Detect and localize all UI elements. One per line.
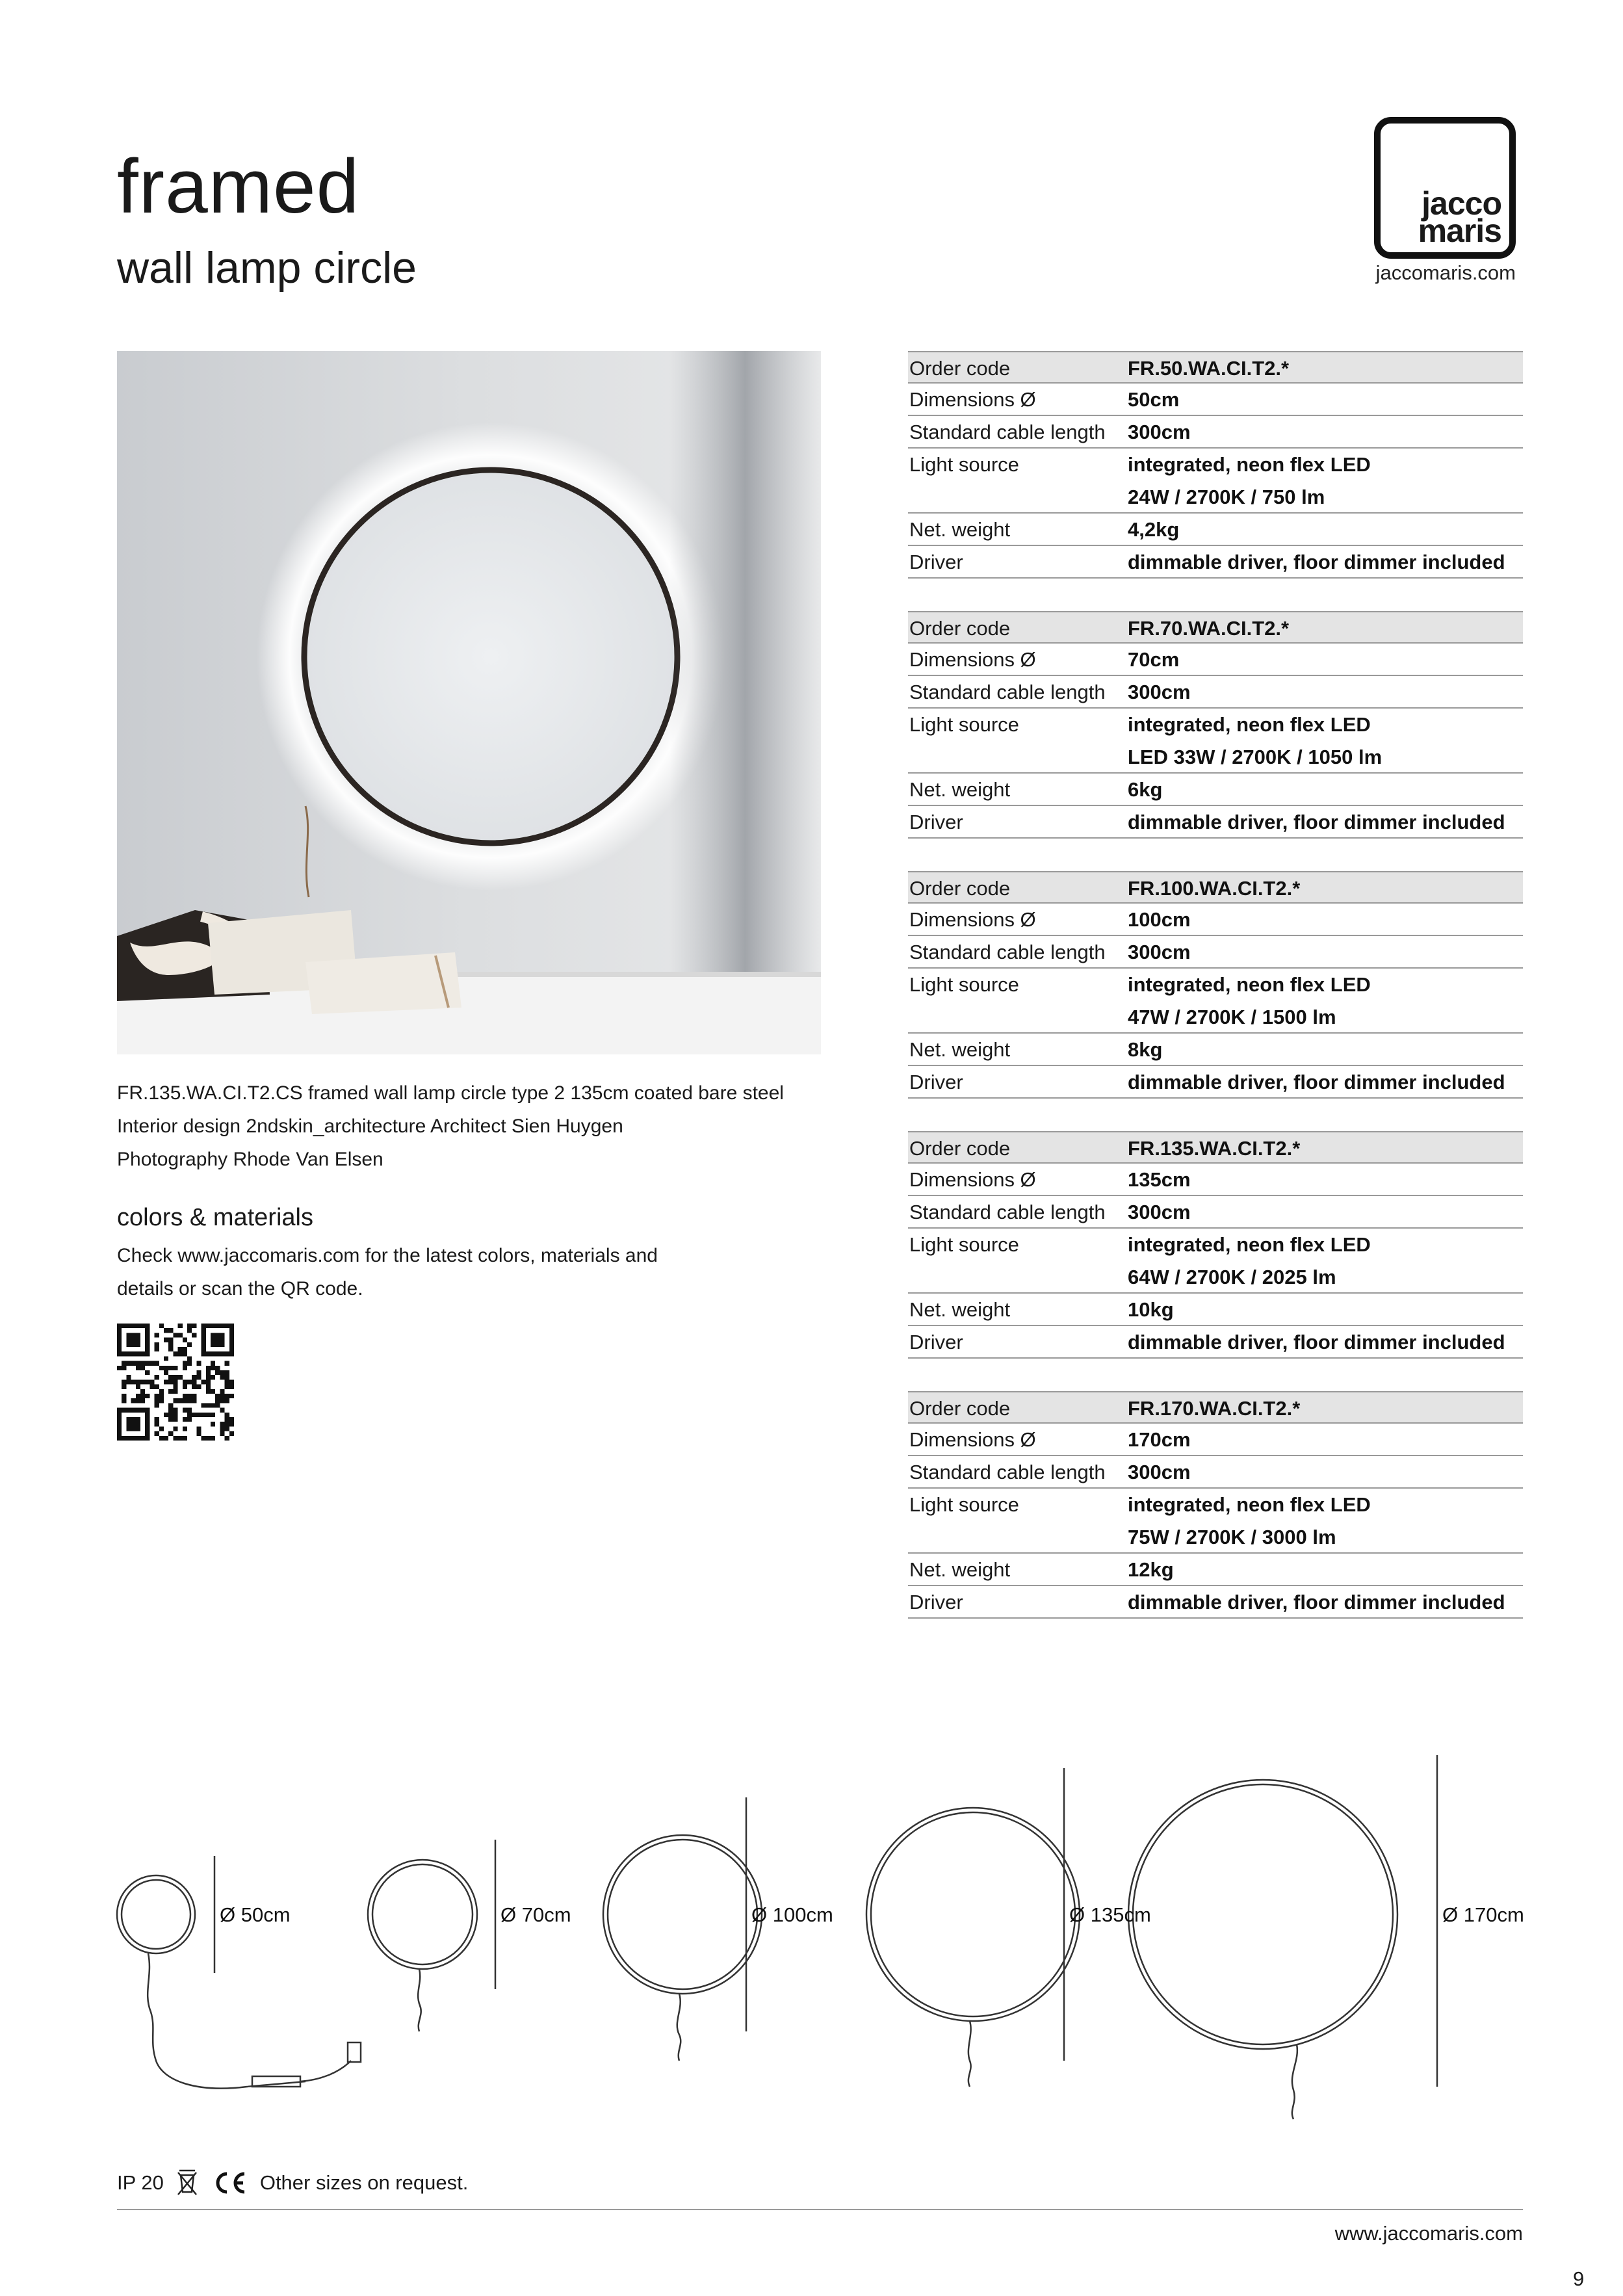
- spec-label: Light source: [909, 713, 1019, 736]
- spec-label: Standard cable length: [909, 421, 1106, 443]
- spec-row-driver: [908, 1586, 1523, 1619]
- spec-label: Dimensions Ø: [909, 1428, 1036, 1451]
- photo-caption: [117, 1076, 784, 1176]
- colors-materials-line-2: details or scan the QR code.: [117, 1278, 363, 1299]
- spec-value: 24W / 2700K / 750 lm: [1128, 486, 1325, 508]
- spec-row-light-source: [908, 449, 1523, 481]
- spec-value: integrated, neon flex LED: [1128, 1233, 1371, 1256]
- spec-label: Order code: [909, 1397, 1011, 1420]
- spec-value: FR.170.WA.CI.T2.*: [1128, 1397, 1301, 1420]
- spec-value: 10kg: [1128, 1298, 1174, 1321]
- spec-value: 12kg: [1128, 1558, 1174, 1581]
- spec-value: 135cm: [1128, 1168, 1191, 1191]
- spec-value: 47W / 2700K / 1500 lm: [1128, 1006, 1336, 1028]
- spec-row-cable: [908, 1196, 1523, 1229]
- spec-label: Standard cable length: [909, 681, 1106, 703]
- spec-label: Light source: [909, 973, 1019, 996]
- spec-label: [908, 1001, 1128, 1032]
- certification-bar: [117, 2169, 468, 2197]
- spec-row-net-weight: [908, 1034, 1523, 1066]
- spec-value: FR.100.WA.CI.T2.*: [1128, 877, 1301, 900]
- spec-value: FR.70.WA.CI.T2.*: [1128, 617, 1290, 640]
- logo-line-1: jacco: [1422, 185, 1501, 222]
- spec-label: Net. weight: [909, 778, 1011, 801]
- spec-row-net-weight: [908, 774, 1523, 806]
- spec-label: Standard cable length: [909, 1201, 1106, 1223]
- spec-row-light-detail: [908, 1261, 1523, 1294]
- spec-row-cable: [908, 936, 1523, 969]
- spec-label: [908, 1261, 1128, 1292]
- spec-row-dimensions: [908, 644, 1523, 676]
- spec-row-light-detail: [908, 1521, 1523, 1554]
- footer-website[interactable]: www.jaccomaris.com: [1334, 2222, 1523, 2245]
- size-label-50: Ø 50cm: [220, 1903, 291, 1926]
- spec-table-50: [908, 351, 1523, 579]
- spec-row-driver: [908, 806, 1523, 839]
- spec-label: Net. weight: [909, 518, 1011, 541]
- spec-value: 300cm: [1128, 1461, 1191, 1483]
- lamp-drawing-100: [603, 1797, 762, 2061]
- spec-value: 6kg: [1128, 778, 1163, 801]
- spec-table-135: [908, 1131, 1523, 1359]
- spec-table-70: [908, 611, 1523, 839]
- spec-row-cable: [908, 1456, 1523, 1489]
- lamp-drawing-50: [117, 1856, 361, 2089]
- spec-row-light-detail: [908, 481, 1523, 514]
- logo-line-2: maris: [1418, 213, 1501, 249]
- spec-table-170: [908, 1391, 1523, 1619]
- spec-value: dimmable driver, floor dimmer included: [1128, 811, 1505, 833]
- spec-label: Driver: [909, 1071, 963, 1093]
- spec-label: Light source: [909, 453, 1019, 476]
- colors-materials-heading: colors & materials: [117, 1204, 313, 1231]
- spec-value: 4,2kg: [1128, 518, 1180, 541]
- spec-row-light-detail: [908, 1001, 1523, 1034]
- spec-label: Dimensions Ø: [909, 908, 1036, 931]
- spec-row-driver: [908, 1066, 1523, 1099]
- caption-line-3: Photography Rhode Van Elsen: [117, 1149, 383, 1170]
- spec-value: 70cm: [1128, 648, 1180, 671]
- spec-value: 300cm: [1128, 421, 1191, 443]
- spec-value: dimmable driver, floor dimmer included: [1128, 1071, 1505, 1093]
- caption-line-2: Interior design 2ndskin_architecture Architect Sien Huygen: [117, 1115, 623, 1137]
- weee-bin-icon: [175, 2169, 199, 2197]
- spec-value: FR.135.WA.CI.T2.*: [1128, 1137, 1301, 1160]
- caption-line-1: FR.135.WA.CI.T2.CS framed wall lamp circle type 2 135cm coated bare steel: [117, 1082, 784, 1104]
- size-drawings: [91, 1755, 1547, 2145]
- spec-value: integrated, neon flex LED: [1128, 973, 1371, 996]
- spec-row-light-source: [908, 709, 1523, 741]
- product-photo: [117, 351, 821, 1054]
- spec-row-order-code: [908, 1391, 1523, 1424]
- spec-row-cable: [908, 416, 1523, 449]
- specification-tables: [908, 351, 1523, 1651]
- spec-row-light-source: [908, 969, 1523, 1001]
- spec-value: 300cm: [1128, 941, 1191, 963]
- spec-row-net-weight: [908, 514, 1523, 546]
- product-title: framed: [117, 144, 360, 229]
- spec-value: integrated, neon flex LED: [1128, 713, 1371, 736]
- page-number: 9: [1573, 2267, 1585, 2290]
- spec-label: Order code: [909, 877, 1011, 900]
- spec-value: 64W / 2700K / 2025 lm: [1128, 1266, 1336, 1288]
- spec-label: Dimensions Ø: [909, 388, 1036, 411]
- spec-value: 300cm: [1128, 1201, 1191, 1223]
- spec-label: Driver: [909, 811, 963, 833]
- size-label-100: Ø 100cm: [751, 1903, 833, 1926]
- spec-value: 100cm: [1128, 908, 1191, 931]
- spec-row-light-source: [908, 1489, 1523, 1521]
- spec-row-driver: [908, 1326, 1523, 1359]
- spec-row-dimensions: [908, 1164, 1523, 1196]
- spec-row-order-code: [908, 871, 1523, 904]
- spec-value: dimmable driver, floor dimmer included: [1128, 1591, 1505, 1613]
- spec-label: Net. weight: [909, 1038, 1011, 1061]
- spec-value: FR.50.WA.CI.T2.*: [1128, 357, 1290, 380]
- spec-row-dimensions: [908, 384, 1523, 416]
- spec-value: 170cm: [1128, 1428, 1191, 1451]
- spec-row-light-detail: [908, 741, 1523, 774]
- other-sizes-note: Other sizes on request.: [259, 2171, 469, 2194]
- spec-value: 75W / 2700K / 3000 lm: [1128, 1526, 1336, 1548]
- spec-row-cable: [908, 676, 1523, 709]
- spec-table-100: [908, 871, 1523, 1099]
- spec-row-net-weight: [908, 1294, 1523, 1326]
- spec-label: Driver: [909, 551, 963, 573]
- ip-rating: IP 20: [117, 2171, 164, 2194]
- colors-materials-text: [117, 1239, 658, 1305]
- lamp-drawing-170: [1128, 1755, 1437, 2119]
- spec-label: [908, 1521, 1128, 1552]
- spec-value: LED 33W / 2700K / 1050 lm: [1128, 746, 1383, 768]
- spec-value: dimmable driver, floor dimmer included: [1128, 551, 1505, 573]
- logo-wordmark: [1418, 185, 1501, 249]
- spec-label: [908, 481, 1128, 512]
- spec-row-dimensions: [908, 904, 1523, 936]
- spec-label: Order code: [909, 357, 1011, 380]
- size-label-70: Ø 70cm: [500, 1903, 571, 1926]
- spec-label: Standard cable length: [909, 1461, 1106, 1483]
- spec-row-driver: [908, 546, 1523, 579]
- colors-materials-line-1: Check www.jaccomaris.com for the latest colors, materials and: [117, 1245, 658, 1266]
- spec-value: integrated, neon flex LED: [1128, 453, 1371, 476]
- header-website: jaccomaris.com: [1375, 261, 1516, 284]
- spec-row-dimensions: [908, 1424, 1523, 1456]
- ce-mark-icon: [211, 2170, 248, 2196]
- spec-label: Net. weight: [909, 1298, 1011, 1321]
- size-label-170: Ø 170cm: [1442, 1903, 1524, 1926]
- spec-label: Light source: [909, 1493, 1019, 1516]
- spec-row-order-code: [908, 611, 1523, 644]
- spec-label: Light source: [909, 1233, 1019, 1256]
- spec-label: [908, 741, 1128, 772]
- spec-label: Order code: [909, 617, 1011, 640]
- spec-label: Standard cable length: [909, 941, 1106, 963]
- spec-row-light-source: [908, 1229, 1523, 1261]
- spec-row-net-weight: [908, 1554, 1523, 1586]
- product-subtitle: wall lamp circle: [117, 243, 417, 293]
- spec-label: Driver: [909, 1591, 963, 1613]
- brand-logo: [1374, 117, 1516, 259]
- spec-label: Order code: [909, 1137, 1011, 1160]
- lamp-drawing-70: [368, 1840, 495, 2031]
- spec-value: 8kg: [1128, 1038, 1163, 1061]
- lamp-drawing-135: [866, 1768, 1080, 2087]
- spec-value: integrated, neon flex LED: [1128, 1493, 1371, 1516]
- spec-row-order-code: [908, 351, 1523, 384]
- spec-row-order-code: [908, 1131, 1523, 1164]
- spec-label: Dimensions Ø: [909, 648, 1036, 671]
- spec-value: 50cm: [1128, 388, 1180, 411]
- spec-label: Dimensions Ø: [909, 1168, 1036, 1191]
- qr-code[interactable]: [117, 1324, 234, 1441]
- spec-value: dimmable driver, floor dimmer included: [1128, 1331, 1505, 1353]
- spec-value: 300cm: [1128, 681, 1191, 703]
- spec-label: Net. weight: [909, 1558, 1011, 1581]
- spec-label: Driver: [909, 1331, 963, 1353]
- footer-divider: [117, 2209, 1523, 2210]
- size-label-135: Ø 135cm: [1069, 1903, 1151, 1926]
